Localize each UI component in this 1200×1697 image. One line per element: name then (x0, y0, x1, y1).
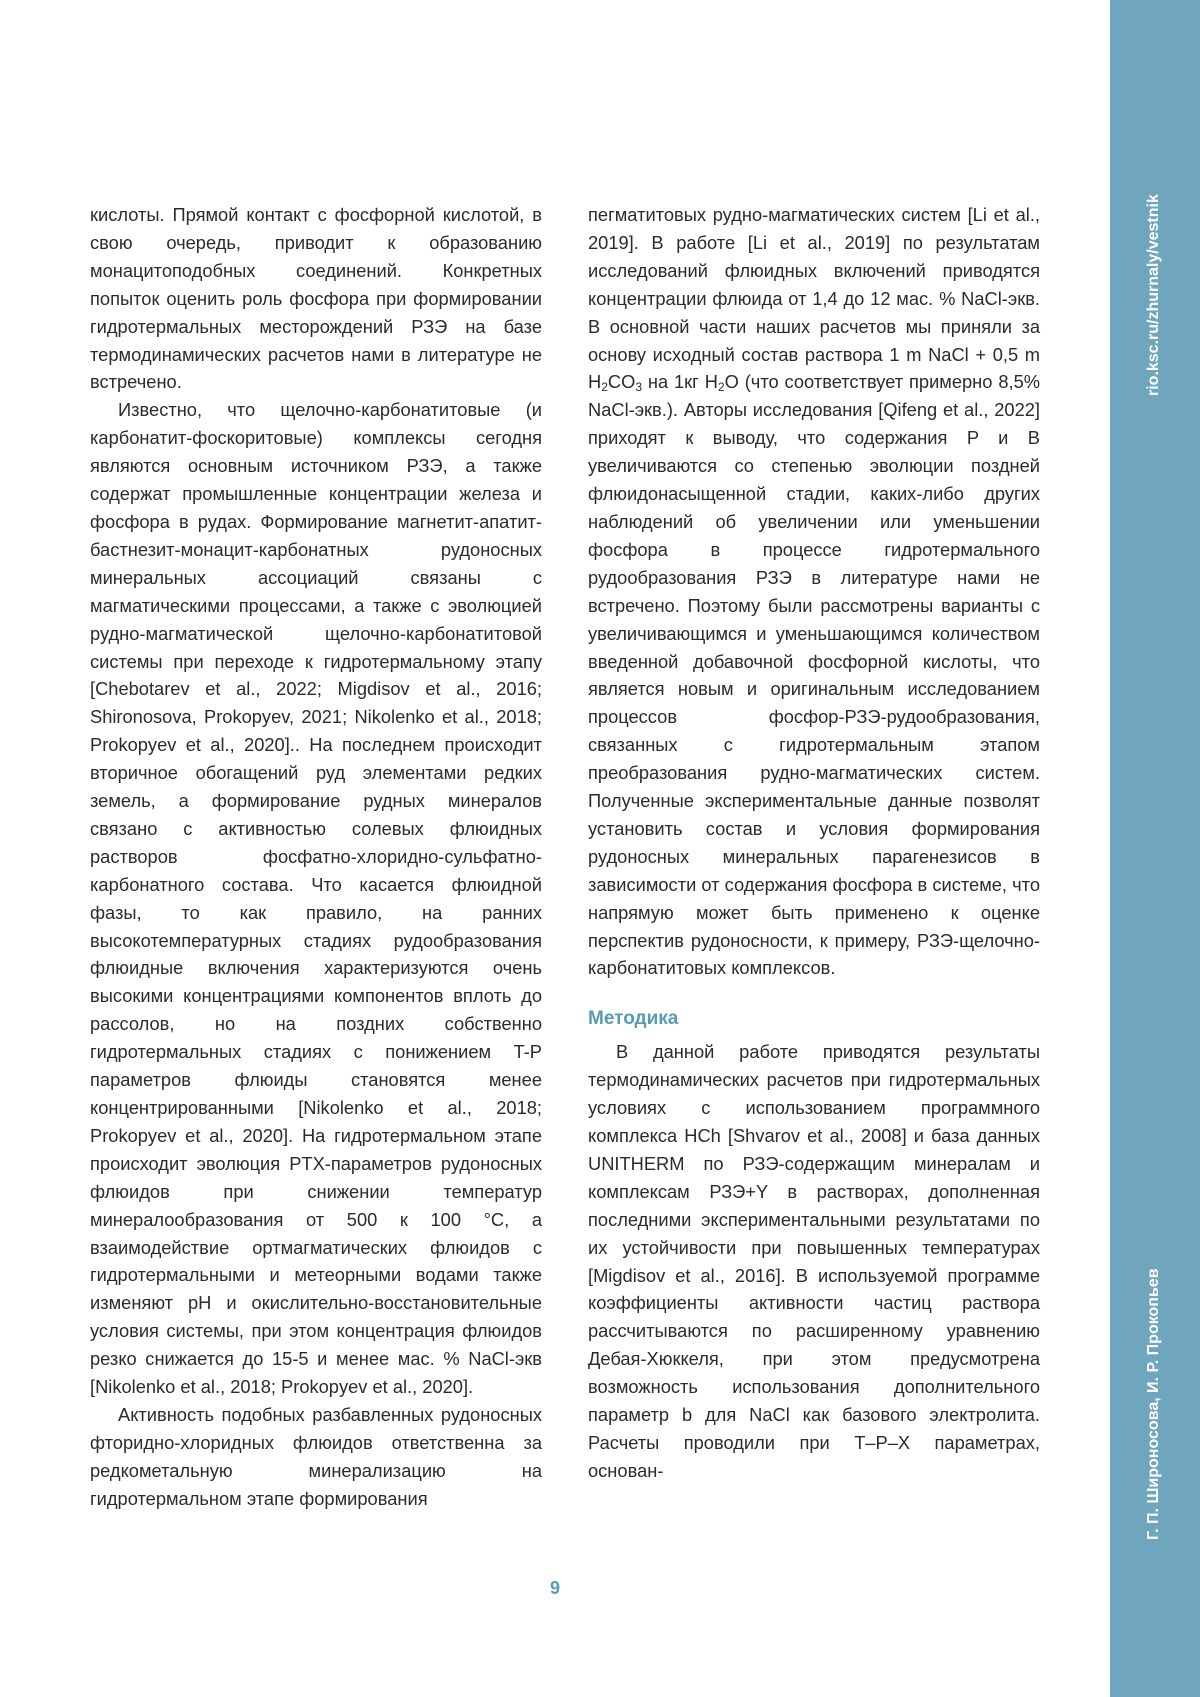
paragraph: пегматитовых рудно-магматических систем [Li et al., 2019]. В работе [Li et al., 2019] по результатам исследований флюидных включений приводятся концентрации флюида от 1,4 до 12 мас. % NaCl-экв. В основной части наших расчетов мы приняли за основу исходный состав раствора 1 m NaCl + 0,5 m $H_2CO_3$ на 1кг $H_2O$ (что соответствует примерно 8,5% NaCl-экв.). Авторы исследования [Qifeng et al., 2022] приходят к выводу, что содержания P и B увеличиваются со степенью эволюции поздней флюидонасыщенной стадии, каких-либо других наблюдений об увеличении или уменьшении фосфора в процессе гидротермального рудообразования РЗЭ в литературе нами не встречено. Поэтому были рассмотрены варианты с увеличивающимся и уменьшающимся количеством введенной добавочной фосфорной кислоты, что является новым и оригинальным исследованием процессов фосфор-РЗЭ-рудообразования, связанных с гидротермальным этапом преобразования рудно-магматических систем. Полученные экспериментальные данные позволят установить состав и условия формирования рудоносных минеральных парагенезисов в зависимости от содержания фосфора в системе, что напрямую может быть применено к оценке перспектив рудоносности, к примеру, РЗЭ-щелочно-карбонатитовых комплексов. (588, 204, 1040, 979)
journal-url[interactable]: rio.ksc.ru/zhurnaly/vestnik (1145, 194, 1162, 396)
paragraph: В данной работе приводятся результаты термодинамических расчетов при гидротермальных условиях с использованием программного комплекса HCh [Shvarov et al., 2008] и база данных UNITHERM по РЗЭ-содержащим минералам и комплексам РЗЭ+Y в растворах, дополненная последними экспериментальными результатами по их устойчивости при повышенных температурах [Migdisov et al., 2016]. В используемой программе коэффициенты активности частиц раствора рассчитываются по расширенному уравнению Дебая-Хюккеля, при этом предусмотрена возможность использования дополнительного параметр b для NaCl как базового электролита. Расчеты проводили при T–P–X параметрах, основан- (588, 1041, 1040, 1481)
page-number: 9 (549, 1578, 560, 1598)
left-column (90, 201, 542, 1513)
right-column (588, 201, 1040, 1485)
paragraph: Известно, что щелочно-карбонатитовые (и карбонатит-фоскоритовые) комплексы сегодня являются основным источником РЗЭ, а также содержат промышленные концентрации железа и фосфора в рудах. Формирование магнетит-апатит-бастнезит-монацит-карбонатных рудоносных минеральных ассоциаций связаны с магматическими процессами, а также с эволюцией рудно-магматической щелочно-карбонатитовой системы при переходе к гидротермальному этапу [Chebotarev et al., 2022; Migdisov et al., 2016; Shironosova, Prokopyev, 2021; Nikolenko et al., 2018; Prokopyev et al., 2020].. На последнем происходит вторичное обогащений руд элементами редких земель, а формирование рудных минералов связано с активностью солевых флюидных растворов фосфатно-хлоридно-сульфатно-карбонатного состава. Что касается флюидной фазы, то как правило, на ранних высокотемпературных стадиях рудообразования флюидные включения характеризуются очень высокими концентрациями компонентов вплоть до рассолов, но на поздних собственно гидротермальных стадиях с понижением T-P параметров флюиды становятся менее концентрированными [Nikolenko et al., 2018; Prokopyev et al., 2020]. На гидротермальном этапе происходит эволюция PTX-параметров рудоносных флюидов при снижении температур минералообразования от 500 к 100 °С, а взаимодействие ортмагматических флюидов с гидротермальными и метеорными водами также изменяют pH и окислительно-восстановительные условия системы, при этом концентрация флюидов резко снижается до 15-5 и менее мас. % NaCl-экв [Nikolenko et al., 2018; Prokopyev et al., 2020]. (90, 399, 542, 1398)
paragraph: кислоты. Прямой контакт с фосфорной кислотой, в свою очередь, приводит к образованию монацитоподобных соединений. Конкретных попыток оценить роль фосфора при формировании гидротермальных месторождений РЗЭ на базе термодинамических расчетов нами в литературе не встречено. (90, 204, 542, 393)
paragraph: Активность подобных разбавленных рудоносных фторидно-хлоридных флюидов ответственна за редкометальную минерализацию на гидротермальном этапе формирования (90, 1403, 542, 1509)
running-authors: Г. П. Широносова, И. Р. Прокопьев (1145, 1268, 1162, 1540)
section-heading: Методика (588, 1008, 679, 1030)
